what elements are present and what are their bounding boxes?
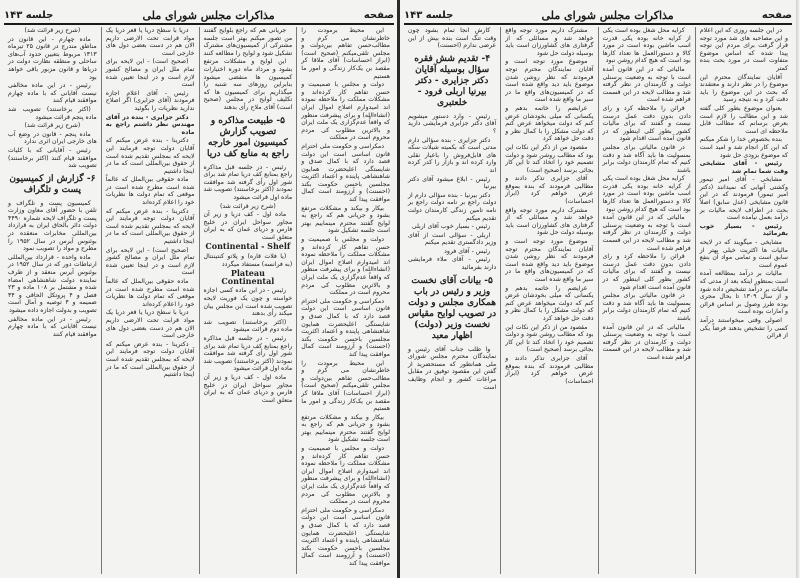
section-headline: ۴- تقدیم شش فقره سؤال بوسیله آقایان دکتر جزایری - دکتر بیرنیا اربلی فرود - خلعتبری <box>414 53 491 108</box>
paragraph: آقایان نمایندگان محترم این موضوع را در نظر دارند و معتقدند که بحث در این موضوع را باید دقت کرد و به نتیجه رسید <box>699 73 788 104</box>
paragraph: مشایخی - میگویند که در لایحه مالیات ها اکثریت خیلی بهتر از سابق است و تمامی مواد آن بنفع عموم است <box>699 239 788 269</box>
column-2 <box>598 27 695 574</box>
page-title: مذاکرات مجلس شورای ملی <box>142 8 275 22</box>
paragraph: بیکار و بیکند و مشکلات مرتفع بشود و جریانی هم که راجع به لوایح گفتند محترم مینماییم بهتر است جلسه تشکیل شود <box>301 413 390 444</box>
paragraph: (اکثر برخاستند) تصویب شد ماده دوم قرائت میشود <box>203 318 293 334</box>
paragraph: ماده چهارم - این قانون در مناطق مندرج در قانون ۲۵ تیرماه ۱۳۱۳ مربوط بتعیین حدود آب‌های ساحلی و منطقه نظارت دولت در دریاها و قانون مزبور باقی خواهد بود <box>8 35 97 81</box>
header-rule <box>404 23 792 25</box>
paragraph: مالیاتی که در این قانون آمده است با توجه به وضعیت پرسنلی دولت و کارمندان در نظر گرفته شد و مطالب لایحه در این قسمت فراهم شده است <box>602 214 691 252</box>
paragraph: رئیس - در جلسه قبل مذاکره راجع بمنابع کف دریا تمام شد برای شور اول رأی گرفته شد موافقت نمودند (اکثر برخاستند) تصویب شد ماده اول قرائت میشود <box>203 163 293 201</box>
paragraph: ماده اول - کف دریا و زیر آن مجاور سواحل ایران در خلیج فارس و دریای عمان که به ایران متعلق است <box>203 211 293 241</box>
right-page <box>400 0 796 578</box>
paragraph: کارش آنجا تمام بشود چون وقت تنگ است بنده بیش از این عرضی ندارم (احسنت) <box>408 27 497 50</box>
paragraph: دکتر جزایری - بنده در آقای مهندس نظر داشتم راجع به ماده <box>105 113 195 136</box>
paragraph: ماده پنجم - قانون در وضع آب های خارجی ایران اثری ندارد <box>8 130 97 146</box>
paragraph: بیکار و بیکند و مشکلات مرتفع بشود و جریانی هم که راجع به لوایح گفتند محترم مینماییم بهتر است جلسه تشکیل شود <box>301 204 390 235</box>
paragraph: مقصود من از ذکر این نکات این بود که مطالب روشن شود و دولت تصمیم خود را اتخاذ کند تا این کار بجائی برسد (صحیح است) <box>505 323 594 354</box>
paragraph: مالیات بر درآمد بمطالعه آمده است بمنظور اینکه بعد از مدتی که مالیات بر درآمد تشخیص داده شود و از سال ۱۳۰۹ تا بحال مجری بوده طرز وصول بر اساس قرائن و امارات بوده است <box>699 270 788 316</box>
right-page-header <box>404 7 792 23</box>
paragraph: عرایضم را خاتمه بدهم و یکسانی که میلی بخودشان عرض کنم که دولت میخواهد عرض کنم که دولت مشکل را با کمال نظر و دقت حل خواهد کرد <box>505 104 594 143</box>
paragraph: دکترینا - بنده عرض میکنم که آقایان دولت توجه فرمایند این لایحه که بمجلس تقدیم شده است از حقوق بین‌المللی است که ما در اینجا داشتیم <box>105 340 195 379</box>
header-rule <box>4 23 394 25</box>
section-headline: ۵- بیانات آقای نخست وزیر و رئیس در باب همکاری مجلس و دولت در تصویب لوایح مقیاس نخست وزیر (دولت) اظهار معبد <box>408 275 497 341</box>
paragraph: رئیس - در این ماده مخالفی نیست آقایانی که با ماده چهارم موافقند قیام کنند <box>8 315 97 338</box>
paragraph: در قانون مالیاتی برای مجلس بمسولیت ها باید آگاه شد و دقت کنیم که تمام کارمندان دولت برابر باشند <box>602 143 691 174</box>
paragraph: مالیاتی که در این قانون آمده است با توجه به وضعیت پرسنلی دولت و کارمندان در نظر گرفته شد و مطالب لایحه در این قسمت فراهم شده است <box>602 323 691 361</box>
column-4 <box>404 27 500 574</box>
paragraph: رئیس - بسیار خوب آقای اربلی <box>411 223 491 231</box>
paragraph: مالیاتی که در این قانون آمده است با توجه به وضعیت پرسنلی دولت و کارمندان در نظر گرفته شد و مطالب لایحه در این قسمت فراهم شده است <box>602 65 691 104</box>
paragraph: کرایه محل شغل بوده است یکی از کرایه خانه بوده یکی قدرت اسب ماشین بوده است در مورد کالا و دستورالعمل ها تعداد کارها بود است که هیچ کدام روشن نبود <box>602 175 691 213</box>
paragraph: رئیس - آقای فرود <box>444 247 491 255</box>
paragraph: (صحیح است) - این لایحه برای تمام ملل ایران و مصالح کشور لازم است و در اینجا تعیین شده است <box>105 58 195 89</box>
paragraph: مشترک داریم مورد توجه واقع خواهد شد و مسائلی که از گرفتاری های کشاورزان است باید بوسیله دولت حل شود <box>505 27 594 57</box>
paragraph: دمکراسی و حکومت ملی احترام قانون اساسی است این دولت قصد دارد که با کمال صدق و شایستگی اعلیحضرت همایون شاهنشاهی پاینده و اعتماد اکثریت مجلسین باحسن حکومت بکند (احسنت) و آرزومند است کمال موافقت پیدا کند <box>301 506 390 567</box>
paragraph: رئیس - آقای ملاء فرمایشی دارند بفرمائید <box>408 256 497 272</box>
right-columns <box>404 27 792 574</box>
paragraph: رئیس - آقای اعلام اجازه فرمودند (آقای جزایری) اگر اصلاح ندارید نظریات را بگوئید <box>105 89 195 112</box>
section-headline: ۵- طبیعت مذاکره و تصویب گزارش کمیسیون امور خارجه راجع به منابع کف دریا <box>206 115 289 159</box>
paragraph: (شرح زیر قرائت شد) <box>24 122 81 130</box>
paragraph: رئیس - وارد دستور میشویم آقای دکتر جزایری فرمایشی دارید ؟ <box>408 112 497 135</box>
section-headline: ۶- گزارش از کمیسیون پست و تلگراف <box>9 173 96 195</box>
paragraph: کمیسیون پست و تلگراف و تلفن با حضور آقای معاون وزارت پست و تلگراف لایحه شماره ۴۴۹۰ دولت دائر بالحاق ایران به قرارداد بین‌المللی مخابرات منعقده در بوئنوس آیرس در سال ۱۹۵۲ را مطرح و مواد را تصویب نمود <box>8 199 97 253</box>
paragraph: رئیس - در این ماده مخالفی نیست آقایانی که با ماده چهارم موافقند قیام کنند <box>8 82 97 105</box>
paragraph: ماده واحده - قرارداد بین‌المللی ارتباطات دور که در سال ۱۹۵۲ در بوئنوس آیرس منعقد و از طرف نماینده دولت شاهنشاهی امضاء شده و مشتمل بر ۱۰۸ ماده و ۲۳ فصل و ۴ پروتکل الحاقی و ۳۴ ضمیمه و ۴ توصیه و آمال است تصویب و بدولت اجازه داده میشود <box>8 253 97 314</box>
left-columns <box>4 27 394 574</box>
paragraph: رئیس - بسیار خوب بفرمائید <box>699 222 788 238</box>
session-label: جلسه ۱۴۳ <box>4 9 54 21</box>
paragraph: در این جلسه روزی که این اعلام و این مصاحبه های شد مورد توجه قرار گرفت برای مردم این توجه پیدا شده که اساس موضوع متفاوت است در مورد بحث بنده کمتر <box>699 27 788 72</box>
paragraph: (شرح زیر قرائت شد) <box>24 27 81 34</box>
left-page <box>0 0 398 578</box>
paragraph: عرایضم را خاتمه بدهم و یکسانی که میلی بخودشان عرض کنم که دولت میخواهد عرض کنم که دولت مشکل را با کمال نظر و دقت حل خواهد کرد <box>505 284 594 322</box>
paragraph: ماده اول - کف دریا و زیر آن مجاور سواحل ایران در خلیج فارس و دریای عمان که به ایران متعلق است <box>203 373 293 404</box>
paragraph: دمکراسی و حکومت ملی احترام قانون اساسی است این دولت قصد دارد که با کمال صدق و شایستگی اعلیحضرت همایون شاهنشاهی پاینده و اعتماد اکثریت مجلسین باحسن حکومت بکند (احسنت) و آرزومند است کمال موافقت پیدا کند <box>301 142 390 204</box>
paragraph: (شرح زیر قرائت شد) <box>219 202 276 210</box>
latin-term: Continental - Shelf <box>205 241 291 252</box>
paragraph: قرائن را ملاحظه کرد و رای دادن بدون دقت عمل درست نیست و گفتند که برای مالیات کشور بطور کلی اینطور که در قانون آمده است اقدام شود <box>602 253 691 291</box>
page-label: صفحه <box>761 9 792 21</box>
paragraph: این لوایح و مشکلات مرتفع بشود و مرداد ماه دوره اختیارات کمیسیون ها منقضی میشود بنابراین روزهای سه شنبه را میگذاریم برای کمیسیون ها که تکلیف لوایح در مجلس (صحیح است) آقای ملاح رأی بدهند <box>203 58 293 111</box>
page-edge <box>796 0 800 578</box>
paragraph: ماده حقوقی بین‌الملل که عالماً شده است مطرح شده است در موقعی که تمام دولت ها نظریات خود را اعلام کرده‌اند <box>105 176 195 207</box>
paragraph: مشایخی - آقای امیر تیمور وکشتی آنهایی که نمیدانند (دکتر امیر تیمور) فرمودند که در این قانون مشایخی (عدل سابق) اصلاً بحث در اطراف لایحه مالیات بر درآمد بعمل نیامده است <box>699 176 788 222</box>
paragraph: دکترینا - بنده عرض میکنم که آقایان دولت توجه فرمایند این لایحه که بمجلس تقدیم شده است از حقوق بین‌المللی است که ما در اینجا داشتیم <box>105 137 195 175</box>
paragraph: بعنوان موضوع بطور کلی گفته شد و این مطالب را لازم است بعرض برسانم که مطالب قابل ملاحظه ای است <box>699 104 788 135</box>
paragraph: رئیس - در این ماده کسی اجازه خواسته و چون یک فوریت لایحه تصویب شده است این مجلس بیان میکند رأی بدهند <box>203 287 293 318</box>
paragraph: بنده بخصوص خدا را شکر میکنم که این کار انجام شد و امید است که موضوع بزودی حل شود <box>699 136 788 159</box>
paragraph: ماده حقوقی بین‌الملل که عالماً شده است مطرح شده است در موقعی که تمام دولت ها نظریات خود را اعلام کرده‌اند <box>105 278 195 308</box>
left-page-header <box>4 7 394 23</box>
paragraph: اصولی وقتی میخواستند درآمد کسی را تشخیص بدهند فرضاً یکی از قرائن <box>699 316 788 340</box>
column-2 <box>199 27 297 574</box>
paragraph: مشترک داریم مورد توجه واقع خواهد شد و مسائلی که از گرفتاری های کشاورزان است باید بوسیله دولت حل شود <box>505 206 594 237</box>
paragraph: آقای جزایری تذکر دادند و مطالبی فرمودند که بنده بموقع عرض خواهم کرد (ابراز احساسات) <box>505 354 594 385</box>
paragraph: دولت و مجلس با صمیمیت و حسن تفاهم کار کرده‌اند و مشکلات مملکت را ملاحظه نموده اند امیدوارم اصلاح اموال ایران (انشاءالله) و برای پیشرفت منظور که واقعاً عدم‌گزاری یک ملت ایران و بالاترین مطلوب کی مردم محروم است در مملکت <box>301 81 390 142</box>
paragraph: اربلی - سؤالی است از آقای وزیر دادگستری تقدیم میکنم <box>408 231 497 247</box>
paragraph: (یا فلات قاره) و پلاتو کنتیننتال (به فرانسه) مستفاد میگردد <box>203 253 293 268</box>
column-4 <box>4 27 101 574</box>
paragraph: دمکراسی و حکومت ملی احترام قانون اساسی است این دولت قصد دارد که با کمال صدق و شایستگی اعلیحضرت همایون شاهنشاهی پاینده و اعتماد اکثریت مجلسین باحسن حکومت بکند (احسنت) و آرزومند است کمال موافقت پیدا کند <box>301 297 390 358</box>
column-3 <box>101 27 199 574</box>
paragraph: رئیس - در جلسه قبل مذاکره راجع بمنابع کف دریا تمام شد برای شور اول رأی گرفته شد موافقت نمودند (اکثر برخاستند) تصویب شد ماده اول قرائت میشود <box>203 335 293 373</box>
page-label: صفحه <box>363 9 394 21</box>
paragraph: دریا با سطح دریا یا قعر دریا یک مواد قرابت تحت الارضی داریم الان هم در دست بعضی دول های خارجی است <box>105 309 195 340</box>
paragraph: قرائن را ملاحظه کرد و رای دادن بدون دقت عمل درست نیست و گفتند که برای مالیات کشور بطور کلی اینطور که در قانون آمده است اقدام شود <box>602 104 691 143</box>
paragraph: دولت و مجلس با صمیمیت و حسن تفاهم کار کرده‌اند و مشکلات مملکت را ملاحظه نموده اند امیدوارم اصلاح اموال ایران (انشاءالله) و برای پیشرفت منظور که واقعاً عدم‌گزاری یک ملت ایران و بالاترین مطلوب کی مردم محروم است در مملکت <box>301 236 390 297</box>
latin-term: Plateau Continental <box>221 268 275 286</box>
paragraph: وا طلب جناب آقای رئیس و نمایندگان محترم مجلس شورای ملی همانطور که مستحضرید از گفتن این مقصود توفیق در مقابل مراعات کشور و انجام وظایف است <box>408 345 497 391</box>
paragraph: (اکثر برخاستند) تصویب شد ماده پنجم قرائت میشود <box>8 105 97 121</box>
paragraph: موضوع مورد توجه است و آقایان نمایندگان محترم توجه فرمودند که نظر روشن شدن موضوع باید دید واقع شده است که در کمیسیون‌های واقع ما در سیر ما واقع شده است <box>505 238 594 283</box>
paragraph: کرایه محل شغل بوده است یکی از کرایه خانه بوده یکی قدرت اسب ماشین بوده است در مورد کالا و دستورالعمل ها تعداد کارها بود است که هیچ کدام روشن نبود <box>602 27 691 65</box>
paragraph: دریا با سطح دریا یا قعر دریا یک مواد قرابت تحت الارضی داریم الان هم در دست بعضی دول های خارجی است <box>105 27 195 57</box>
paragraph: در قانون مالیاتی برای مجلس بمسولیت ها باید آگاه شد و دقت کنیم که تمام کارمندان دولت برابر باشند <box>602 292 691 322</box>
column-3 <box>500 27 597 574</box>
paragraph: دکتر جزایری - بنده سؤالی دارم مدتی است که بکمیته شیلات سکه های قابل‌فروش را باعیار نقلی وارد کرده اند و بازار را کدر کرده اند <box>408 136 497 174</box>
page-title: مذاکرات مجلس شورای ملی <box>541 8 674 22</box>
column-1 <box>296 27 394 574</box>
paragraph: آقای جزایری تذکر دادند و مطالبی فرمودند که بنده بموقع عرض خواهم کرد (ابراز احساسات) <box>505 175 594 206</box>
paragraph: این محیط برمودت را خاطرنشان می کرم و مطالب‌حسن تفاهم بین‌دولت و مجلس تلقی‌میکنم (صحیح است) (ابراز احساسات) آقای ملاقا کر مقصد بن یک‌کار زندگی و امور ما هستیم <box>301 27 390 80</box>
paragraph: دکتر بیرنیا - بنده سؤالی دارم از دولت راجع بر نامه دولت راجع بر نامه تامین زندگی کارمندان دولت تقدیم میکنم <box>408 191 497 222</box>
paragraph: (صحیح است) - این لایحه برای تمام ملل ایران و مصالح کشور لازم است و در اینجا تعیین شده است <box>105 246 195 277</box>
paragraph: دکترینا - بنده عرض میکنم که آقایان دولت توجه فرمایند این لایحه که بمجلس تقدیم شده است از حقوق بین‌المللی است که ما در اینجا داشتیم <box>105 207 195 246</box>
paragraph: مقصود من از ذکر این نکات این بود که مطالب روشن شود و دولت تصمیم خود را اتخاذ کند تا این کار بجائی برسد (صحیح است) <box>505 143 594 174</box>
paragraph: رئیس - ابلاغ میشود آقای دکتر بیرنیا <box>408 175 497 191</box>
session-label: جلسه ۱۴۳ <box>404 9 454 21</box>
paragraph: موضوع مورد توجه است و آقایان نمایندگان محترم توجه فرمودند که نظر روشن شدن موضوع باید دید واقع شده است که در کمیسیون‌های واقع ما در سیر ما واقع شده است <box>505 58 594 104</box>
paragraph: دولت و مجلس با صمیمیت و حسن تفاهم کار کرده‌اند و مشکلات مملکت را ملاحظه نموده اند امیدوارم اصلاح اموال ایران (انشاءالله) و برای پیشرفت منظور که واقعاً عدم‌گزاری یک ملت ایران و بالاترین مطلوب کی مردم محروم است در مملکت <box>301 445 390 506</box>
paragraph: این محیط برمودت را خاطرنشان می کرم و مطالب‌حسن تفاهم بین‌دولت و مجلس تلقی‌میکنم (صحیح است) (ابراز احساسات) آقای ملاقا کر مقصد بن یک‌کار زندگی و امور ما هستیم <box>301 359 390 413</box>
paragraph: رئیس - آقایانی که با کلیات موافقند قیام کنند (اکثر برخاستند) تصویب شد <box>8 146 97 170</box>
paragraph: جریانی هم که راجع بلوایح گفتند من تصور میکنم بهتر است جلسه مشترکی از کمیسیون‌های مشترک تشکیل شود و لوایح را مطالعه کنند <box>203 27 293 57</box>
column-1 <box>695 27 792 574</box>
paragraph: رئیس - آقای مشایخی وقت شما تمام شد <box>699 160 788 175</box>
